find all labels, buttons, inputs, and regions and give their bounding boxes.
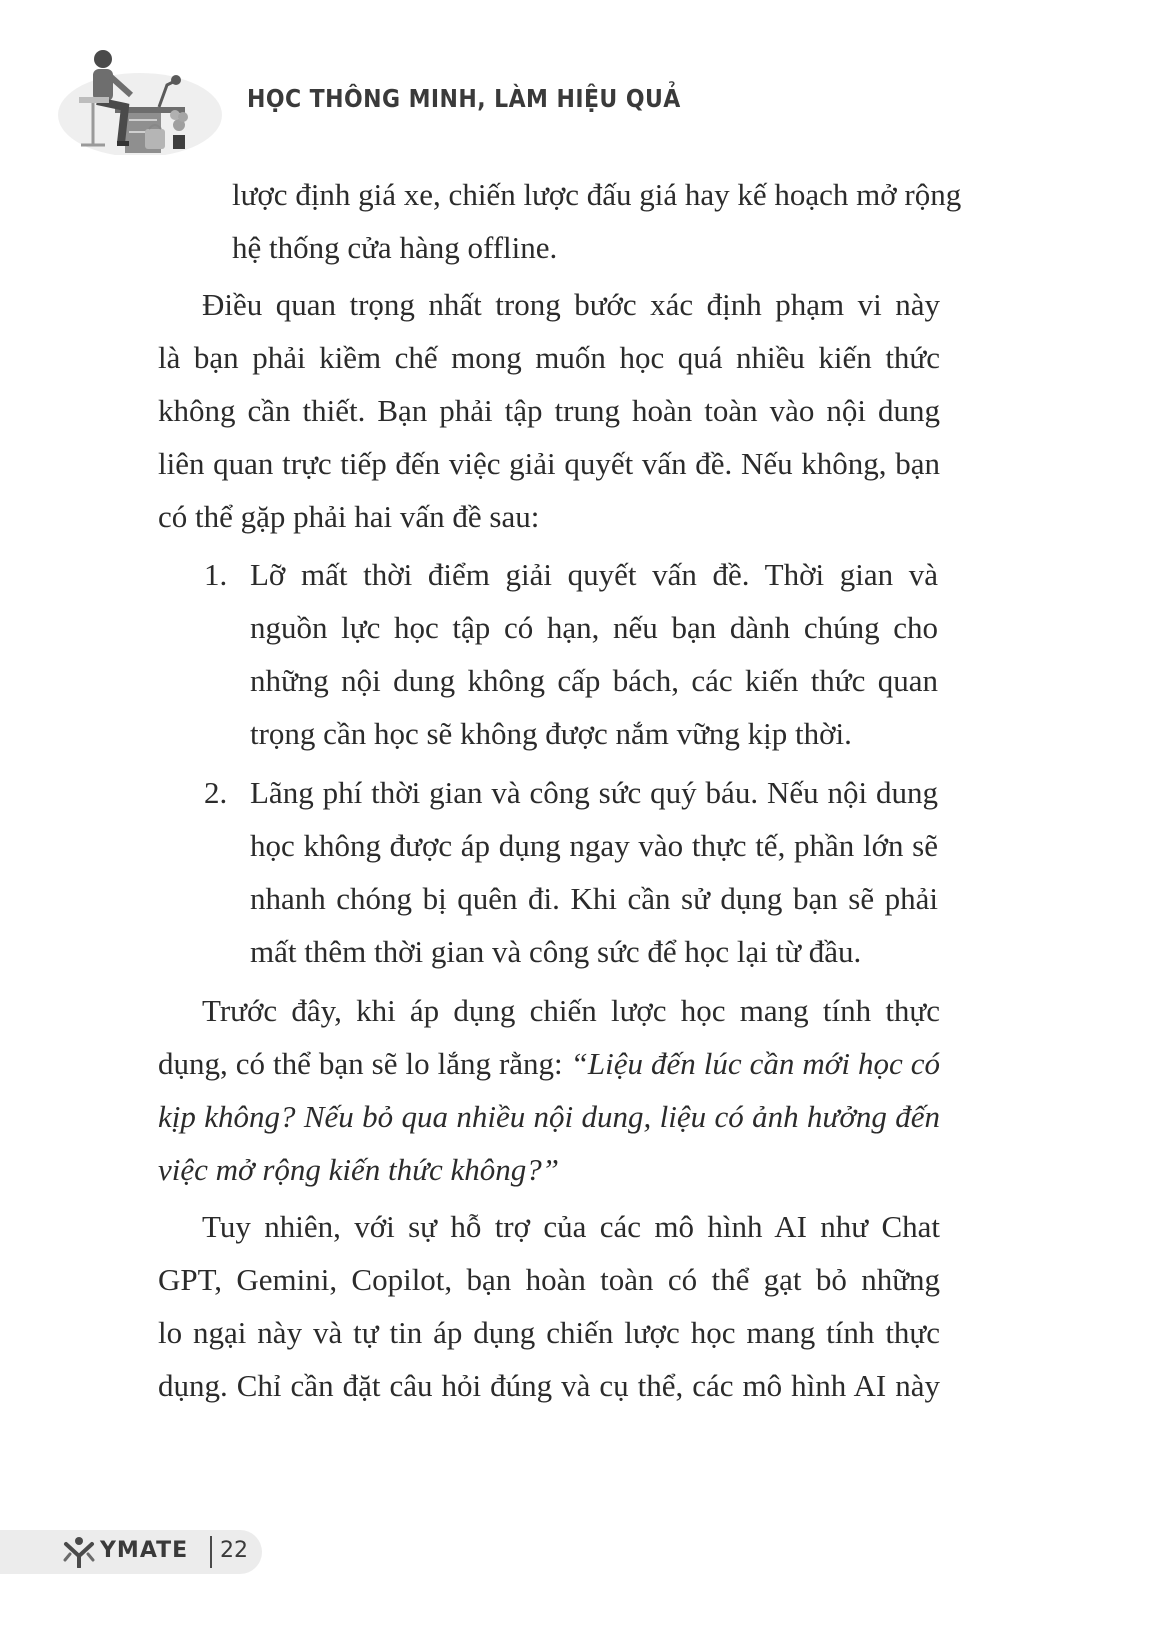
text-line: trọng cần học sẽ không được nắm vững kịp thời. xyxy=(250,716,852,751)
list-item xyxy=(250,766,938,978)
text-line: học không được áp dụng ngay vào thực tế, phần lớn sẽ xyxy=(250,828,938,863)
text-line: không cần thiết. Bạn phải tập trung hoàn toàn vào nội dung xyxy=(158,393,940,428)
quote-segment: việc mở rộng kiến thức không?” xyxy=(158,1152,560,1187)
text-line: là bạn phải kiềm chế mong muốn học quá nhiều kiến thức xyxy=(158,340,940,375)
list-number: 1. xyxy=(204,557,228,592)
text-line: Lãng phí thời gian và công sức quý báu. Nếu nội dung xyxy=(250,775,938,810)
list-number: 2. xyxy=(204,775,228,810)
footer-brand: YMATE xyxy=(100,1538,189,1563)
text-line: lược định giá xe, chiến lược đấu giá hay kế hoạch mở rộng xyxy=(232,177,962,212)
text-line xyxy=(158,1143,940,1196)
text-line: những nội dung không cấp bách, các kiến thức quan xyxy=(250,663,938,698)
page-header xyxy=(0,0,1158,170)
list-item xyxy=(250,548,938,760)
student-desk-illustration-icon xyxy=(55,45,225,155)
text-line: lo ngại này và tự tin áp dụng chiến lược học mang tính thực xyxy=(158,1315,940,1350)
footer-divider xyxy=(210,1536,212,1568)
paragraph-scope xyxy=(158,278,940,543)
running-title: HỌC THÔNG MINH, LÀM HIỆU QUẢ xyxy=(247,84,681,113)
text-line: GPT, Gemini, Copilot, bạn hoàn toàn có thể gạt bỏ những xyxy=(158,1262,940,1297)
ymate-logo-icon xyxy=(62,1536,96,1568)
text-line: Điều quan trọng nhất trong bước xác định phạm vi này xyxy=(202,287,940,322)
paragraph-ai-support xyxy=(158,1200,940,1412)
text-segment: dụng, có thể bạn sẽ lo lắng rằng: xyxy=(158,1046,571,1081)
text-line: hệ thống cửa hàng offline. xyxy=(232,230,558,265)
text-line: nguồn lực học tập có hạn, nếu bạn dành chúng cho xyxy=(250,610,938,645)
text-line: mất thêm thời gian và công sức để học lại từ đầu. xyxy=(250,934,862,969)
text-line: dụng. Chỉ cần đặt câu hỏi đúng và cụ thể, các mô hình AI này xyxy=(158,1368,940,1403)
text-line: Tuy nhiên, với sự hỗ trợ của các mô hình AI như Chat xyxy=(202,1209,940,1244)
quote-segment: kịp không? Nếu bỏ qua nhiều nội dung, liệu có ảnh hưởng đến xyxy=(158,1099,940,1134)
text-line xyxy=(158,1090,940,1143)
text-line: Trước đây, khi áp dụng chiến lược học mang tính thực xyxy=(202,993,940,1028)
paragraph-worry xyxy=(158,984,940,1196)
text-line: có thể gặp phải hai vấn đề sau: xyxy=(158,499,540,534)
text-line: Lỡ mất thời điểm giải quyết vấn đề. Thời gian và xyxy=(250,557,938,592)
continuation-paragraph xyxy=(232,168,962,274)
quote-segment: “Liệu đến lúc cần mới học có xyxy=(570,1046,940,1081)
text-line: liên quan trực tiếp đến việc giải quyết vấn đề. Nếu không, bạn xyxy=(158,446,940,481)
page-number: 22 xyxy=(220,1538,248,1563)
text-line: nhanh chóng bị quên đi. Khi cần sử dụng bạn sẽ phải xyxy=(250,881,938,916)
text-line xyxy=(158,1037,940,1090)
